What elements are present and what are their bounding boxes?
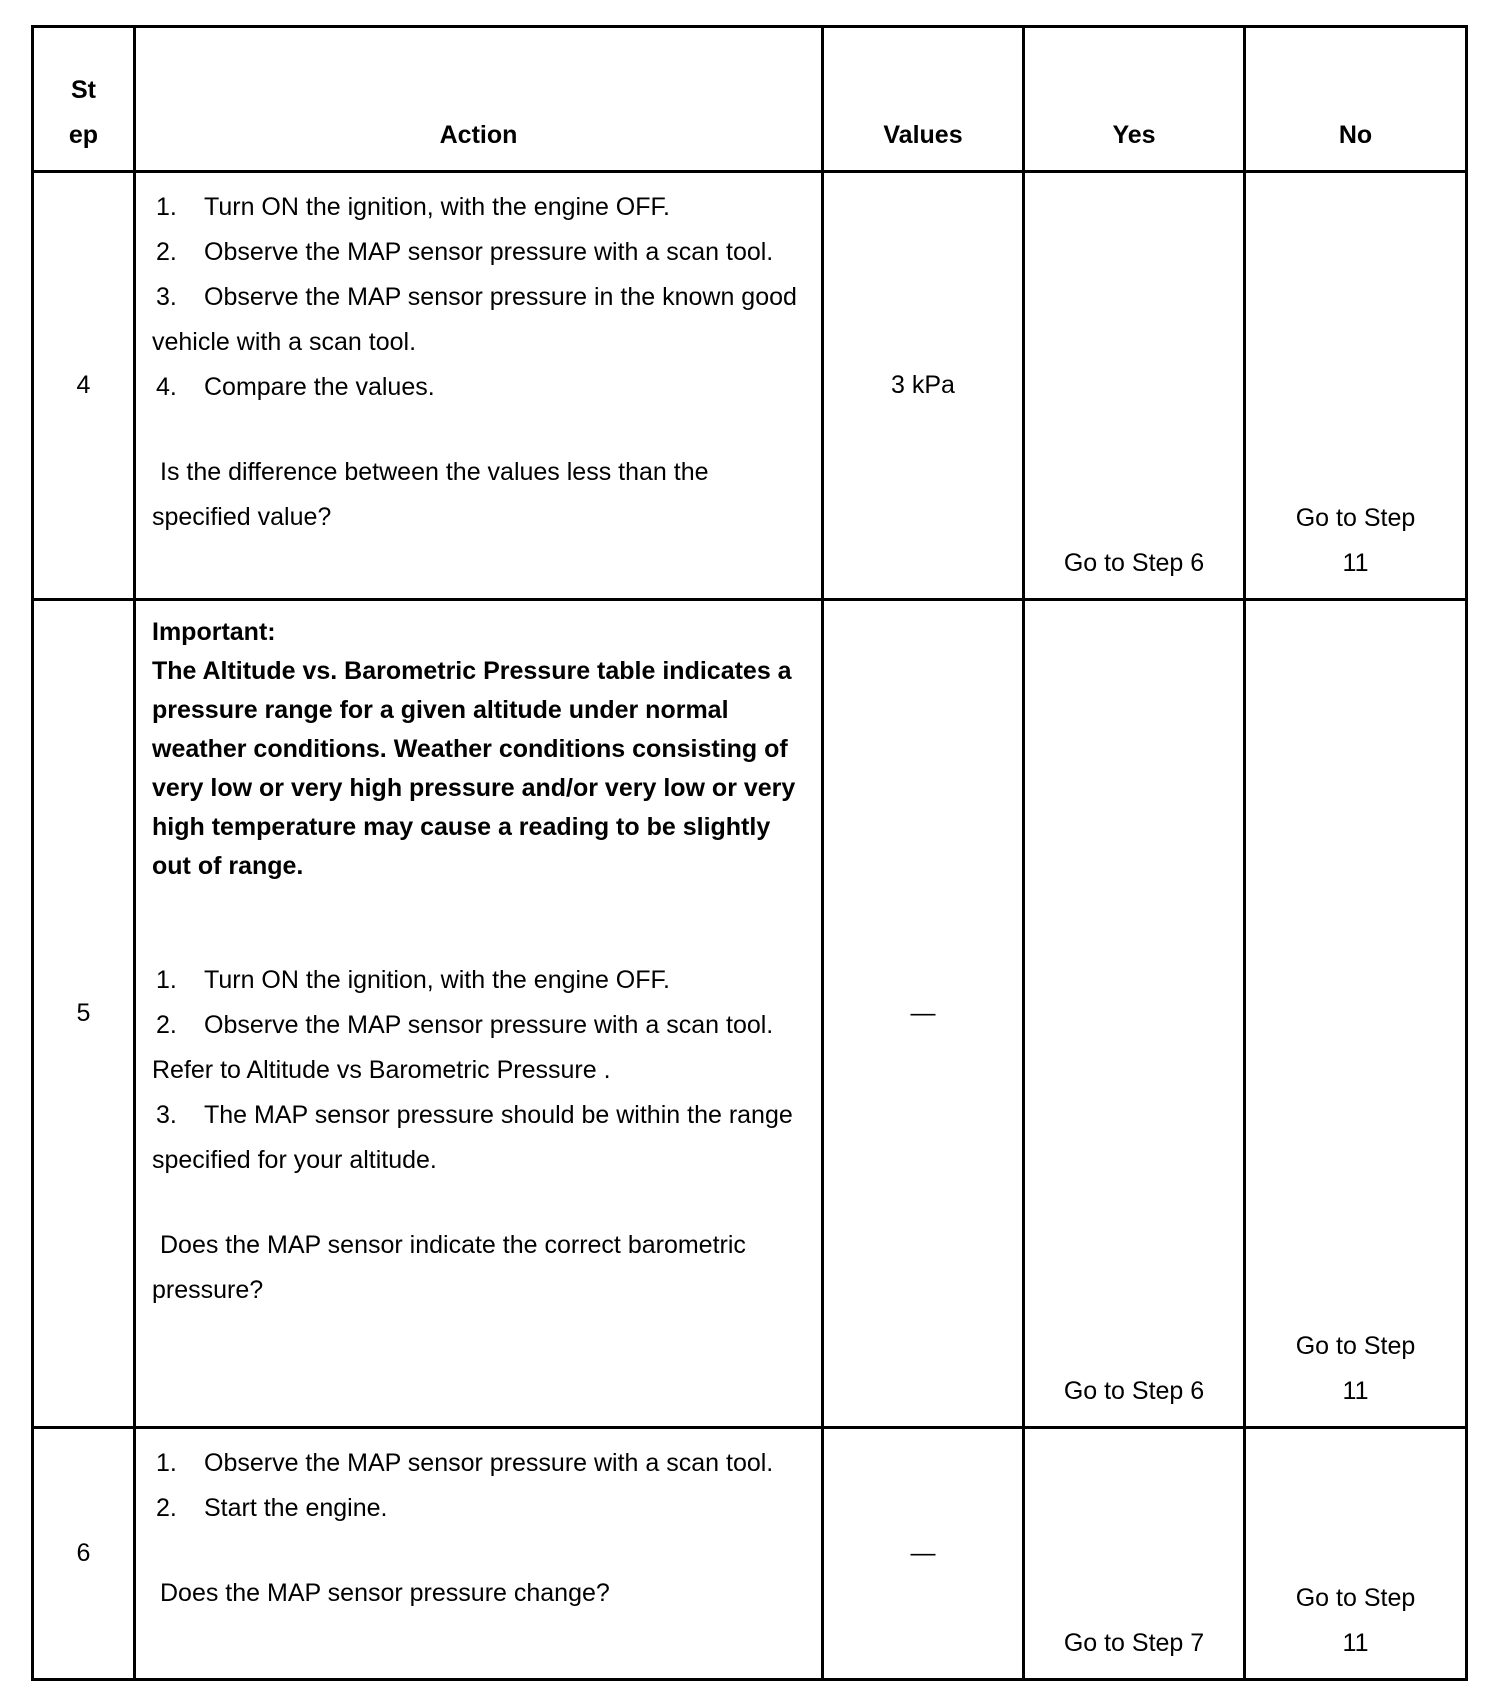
step-num: 3.: [156, 283, 177, 311]
table-row-step-4: [33, 172, 1467, 600]
step-text: The MAP sensor pressure should be within the range specified for your altitude.: [152, 1101, 793, 1174]
step-number: 4: [33, 172, 135, 600]
step-text: Observe the MAP sensor pressure with a scan tool.: [204, 238, 774, 266]
table-row-step-6: [33, 1428, 1467, 1680]
important-note: [152, 613, 811, 886]
step-header: [33, 27, 135, 172]
no-cell: [1245, 172, 1467, 600]
step-text: Observe the MAP sensor pressure with a scan tool.: [204, 1449, 774, 1477]
no-line1: Go to Step: [1295, 1332, 1416, 1360]
no-cell: [1245, 600, 1467, 1428]
table-row-step-5: [33, 600, 1467, 1428]
step-text: Observe the MAP sensor pressure in the known good vehicle with a scan tool.: [152, 283, 797, 356]
no-line1: Go to Step: [1295, 1584, 1416, 1612]
no-header: No: [1245, 27, 1467, 172]
step-text: Compare the values.: [204, 373, 435, 401]
action-cell: [135, 1428, 823, 1680]
step-header-line2: ep: [68, 121, 99, 149]
question: Is the difference between the values less than the specified value?: [152, 458, 709, 531]
step-num: 1.: [156, 966, 177, 994]
action-header: Action: [135, 27, 823, 172]
important-text: The Altitude vs. Barometric Pressure table indicates a pressure range for a given altitude under normal weather conditions. Weather conditions consisting of very low or very high pressure and/or very low or very high temperature may cause a reading to be slightly out of range.: [152, 657, 796, 880]
action-step: [152, 1441, 811, 1486]
step-num: 2.: [156, 1494, 177, 1522]
diagnostic-table: [31, 25, 1468, 1681]
step-num: 3.: [156, 1101, 177, 1129]
value-cell: —: [823, 1428, 1024, 1680]
no-line1: Go to Step: [1295, 504, 1416, 532]
step-num: 1.: [156, 193, 177, 221]
yes-cell: Go to Step 6: [1024, 600, 1245, 1428]
action-step: [152, 1486, 811, 1531]
step-text: Observe the MAP sensor pressure with a scan tool. Refer to Altitude vs Barometric Pressure .: [152, 1011, 774, 1084]
no-line2: 11: [1342, 549, 1369, 577]
action-step: [152, 185, 811, 230]
action-step: [152, 365, 811, 410]
value-cell: 3 kPa: [823, 172, 1024, 600]
question: Does the MAP sensor indicate the correct barometric pressure?: [152, 1231, 746, 1304]
step-num: 2.: [156, 1011, 177, 1039]
action-steps: [152, 1441, 811, 1531]
action-cell: [135, 172, 823, 600]
question-text: [152, 1223, 811, 1313]
action-cell: [135, 600, 823, 1428]
action-step: [152, 275, 811, 365]
step-num: 4.: [156, 373, 177, 401]
question-text: [152, 1571, 811, 1616]
important-label: Important:: [152, 618, 276, 646]
step-number: 5: [33, 600, 135, 1428]
step-num: 1.: [156, 1449, 177, 1477]
step-num: 2.: [156, 238, 177, 266]
no-line2: 11: [1342, 1377, 1369, 1405]
step-number: 6: [33, 1428, 135, 1680]
action-steps: [152, 185, 811, 410]
action-step: [152, 1093, 811, 1183]
yes-header: Yes: [1024, 27, 1245, 172]
question-text: [152, 450, 811, 540]
question: Does the MAP sensor pressure change?: [160, 1579, 610, 1607]
action-step: [152, 1003, 811, 1093]
yes-cell: Go to Step 7: [1024, 1428, 1245, 1680]
no-cell: [1245, 1428, 1467, 1680]
yes-cell: Go to Step 6: [1024, 172, 1245, 600]
values-header: Values: [823, 27, 1024, 172]
value-cell: —: [823, 600, 1024, 1428]
step-text: Turn ON the ignition, with the engine OFF.: [204, 966, 670, 994]
header-row: [33, 27, 1467, 172]
action-step: [152, 958, 811, 1003]
step-text: Turn ON the ignition, with the engine OFF.: [204, 193, 670, 221]
action-steps: [152, 958, 811, 1183]
step-header-line1: St: [71, 76, 96, 104]
no-line2: 11: [1342, 1629, 1369, 1657]
step-text: Start the engine.: [204, 1494, 388, 1522]
action-step: [152, 230, 811, 275]
